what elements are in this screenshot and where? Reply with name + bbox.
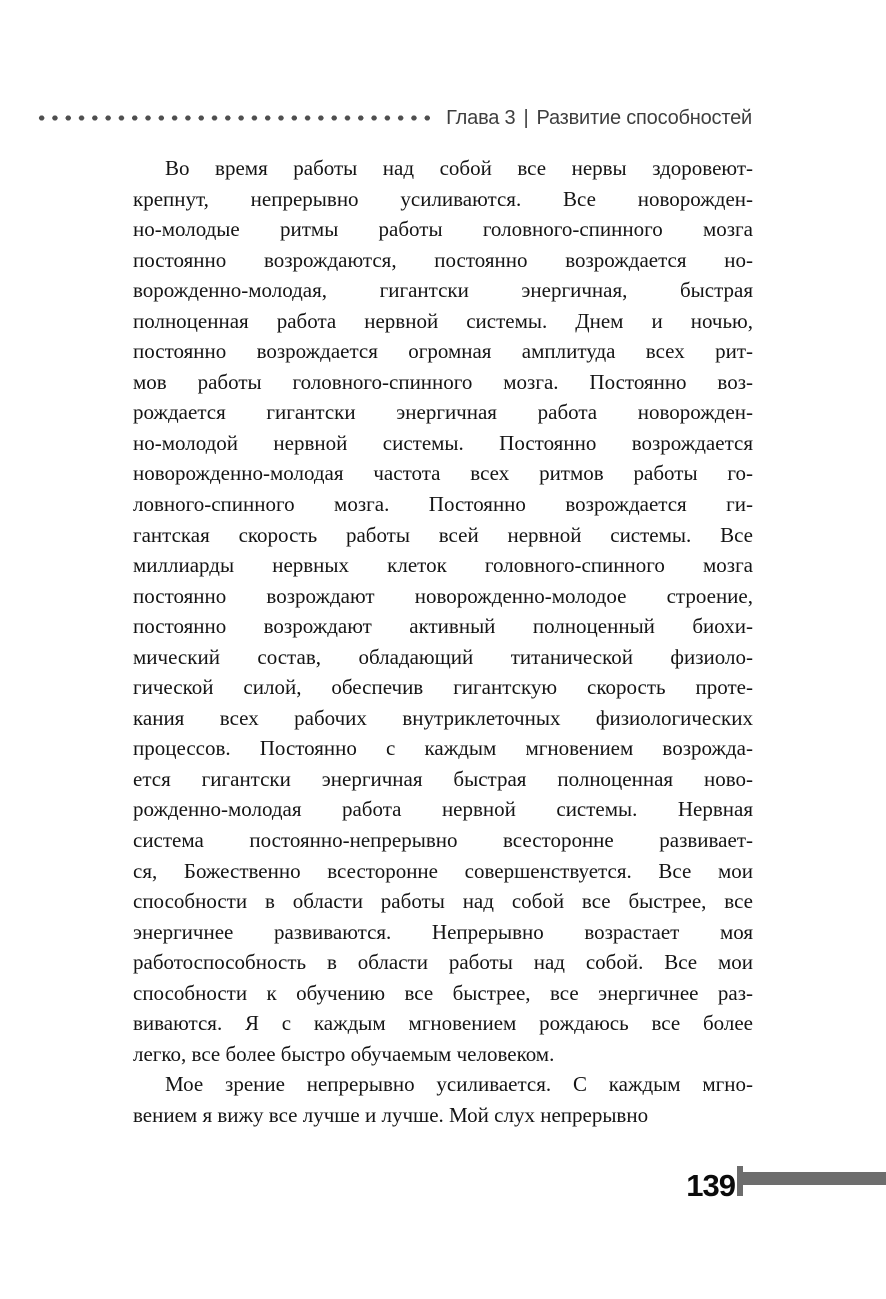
body-line: способности к обучению все быстрее, все энергичнее раз- [133,980,753,1005]
body-line: система постоянно-непрерывно всесторонне развивает- [133,828,753,853]
page-number: 139 [686,1168,735,1203]
body-line: легко, все более быстро обучаемым человеком. [133,1041,555,1066]
body-line: постоянно возрождается огромная амплитуда всех рит- [133,339,753,364]
body-line: способности в области работы над собой все быстрее, все [133,889,753,914]
body-line: ся, Божественно всесторонне совершенствуется. Все мои [133,858,753,883]
body-line: новорожденно-молодая частота всех ритмов работы го- [133,461,753,486]
body-line: но-молодой нервной системы. Постоянно возрождается [133,430,753,455]
body-line: ется гигантски энергичная быстрая полноценная ново- [133,766,753,791]
running-header [35,104,752,132]
body-line: гантская скорость работы всей нервной системы. Все [133,522,753,547]
body-line: крепнут, непрерывно усиливаются. Все новорожден- [133,186,753,211]
body-line: энергичнее развиваются. Непрерывно возрастает моя [133,919,753,944]
header-separator: | [523,106,529,129]
body-text [133,153,753,1131]
body-line: миллиарды нервных клеток головного-спинного мозга [133,553,753,578]
running-header-text [446,107,752,130]
body-line: гической силой, обеспечив гигантскую скорость проте- [133,675,753,700]
body-line: ворожденно-молодая, гигантски энергичная, быстрая [133,278,753,303]
body-line: полноценная работа нервной системы. Днем и ночью, [133,308,753,333]
paragraph [133,153,753,1069]
body-line: кания всех рабочих внутриклеточных физиологических [133,705,753,730]
body-line: но-молодые ритмы работы головного-спинного мозга [133,217,753,242]
paragraph [133,1069,753,1130]
body-line: процессов. Постоянно с каждым мгновением возрожда- [133,736,753,761]
body-line: постоянно возрождают новорожденно-молодое строение, [133,583,753,608]
section-label: Развитие способностей [536,106,752,129]
body-line: постоянно возрождают активный полноценный биохи- [133,614,753,639]
body-line: Во время работы над собой все нервы здоровеют- [165,156,753,180]
body-line: вением я вижу все лучше и лучше. Мой слух непрерывно [133,1102,649,1127]
body-line: рожденно-молодая работа нервной системы. Нервная [133,797,753,822]
body-line: рождается гигантски энергичная работа новорожден- [133,400,753,425]
body-line: мов работы головного-спинного мозга. Постоянно воз- [133,369,753,394]
dotted-leader-icon [35,115,435,121]
chapter-label: Глава 3 [446,106,516,129]
body-line: мический состав, обладающий титанической физиоло- [133,644,753,669]
body-line: постоянно возрождаются, постоянно возрождается но- [133,247,753,272]
body-line: Мое зрение непрерывно усиливается. С каждым мгно- [165,1072,753,1097]
body-line: работоспособность в области работы над собой. Все мои [133,950,753,975]
body-line: виваются. Я с каждым мгновением рождаюсь все более [133,1011,753,1036]
body-line: ловного-спинного мозга. Постоянно возрождается ги- [133,492,753,517]
footer-horizontal-bar [743,1172,886,1185]
